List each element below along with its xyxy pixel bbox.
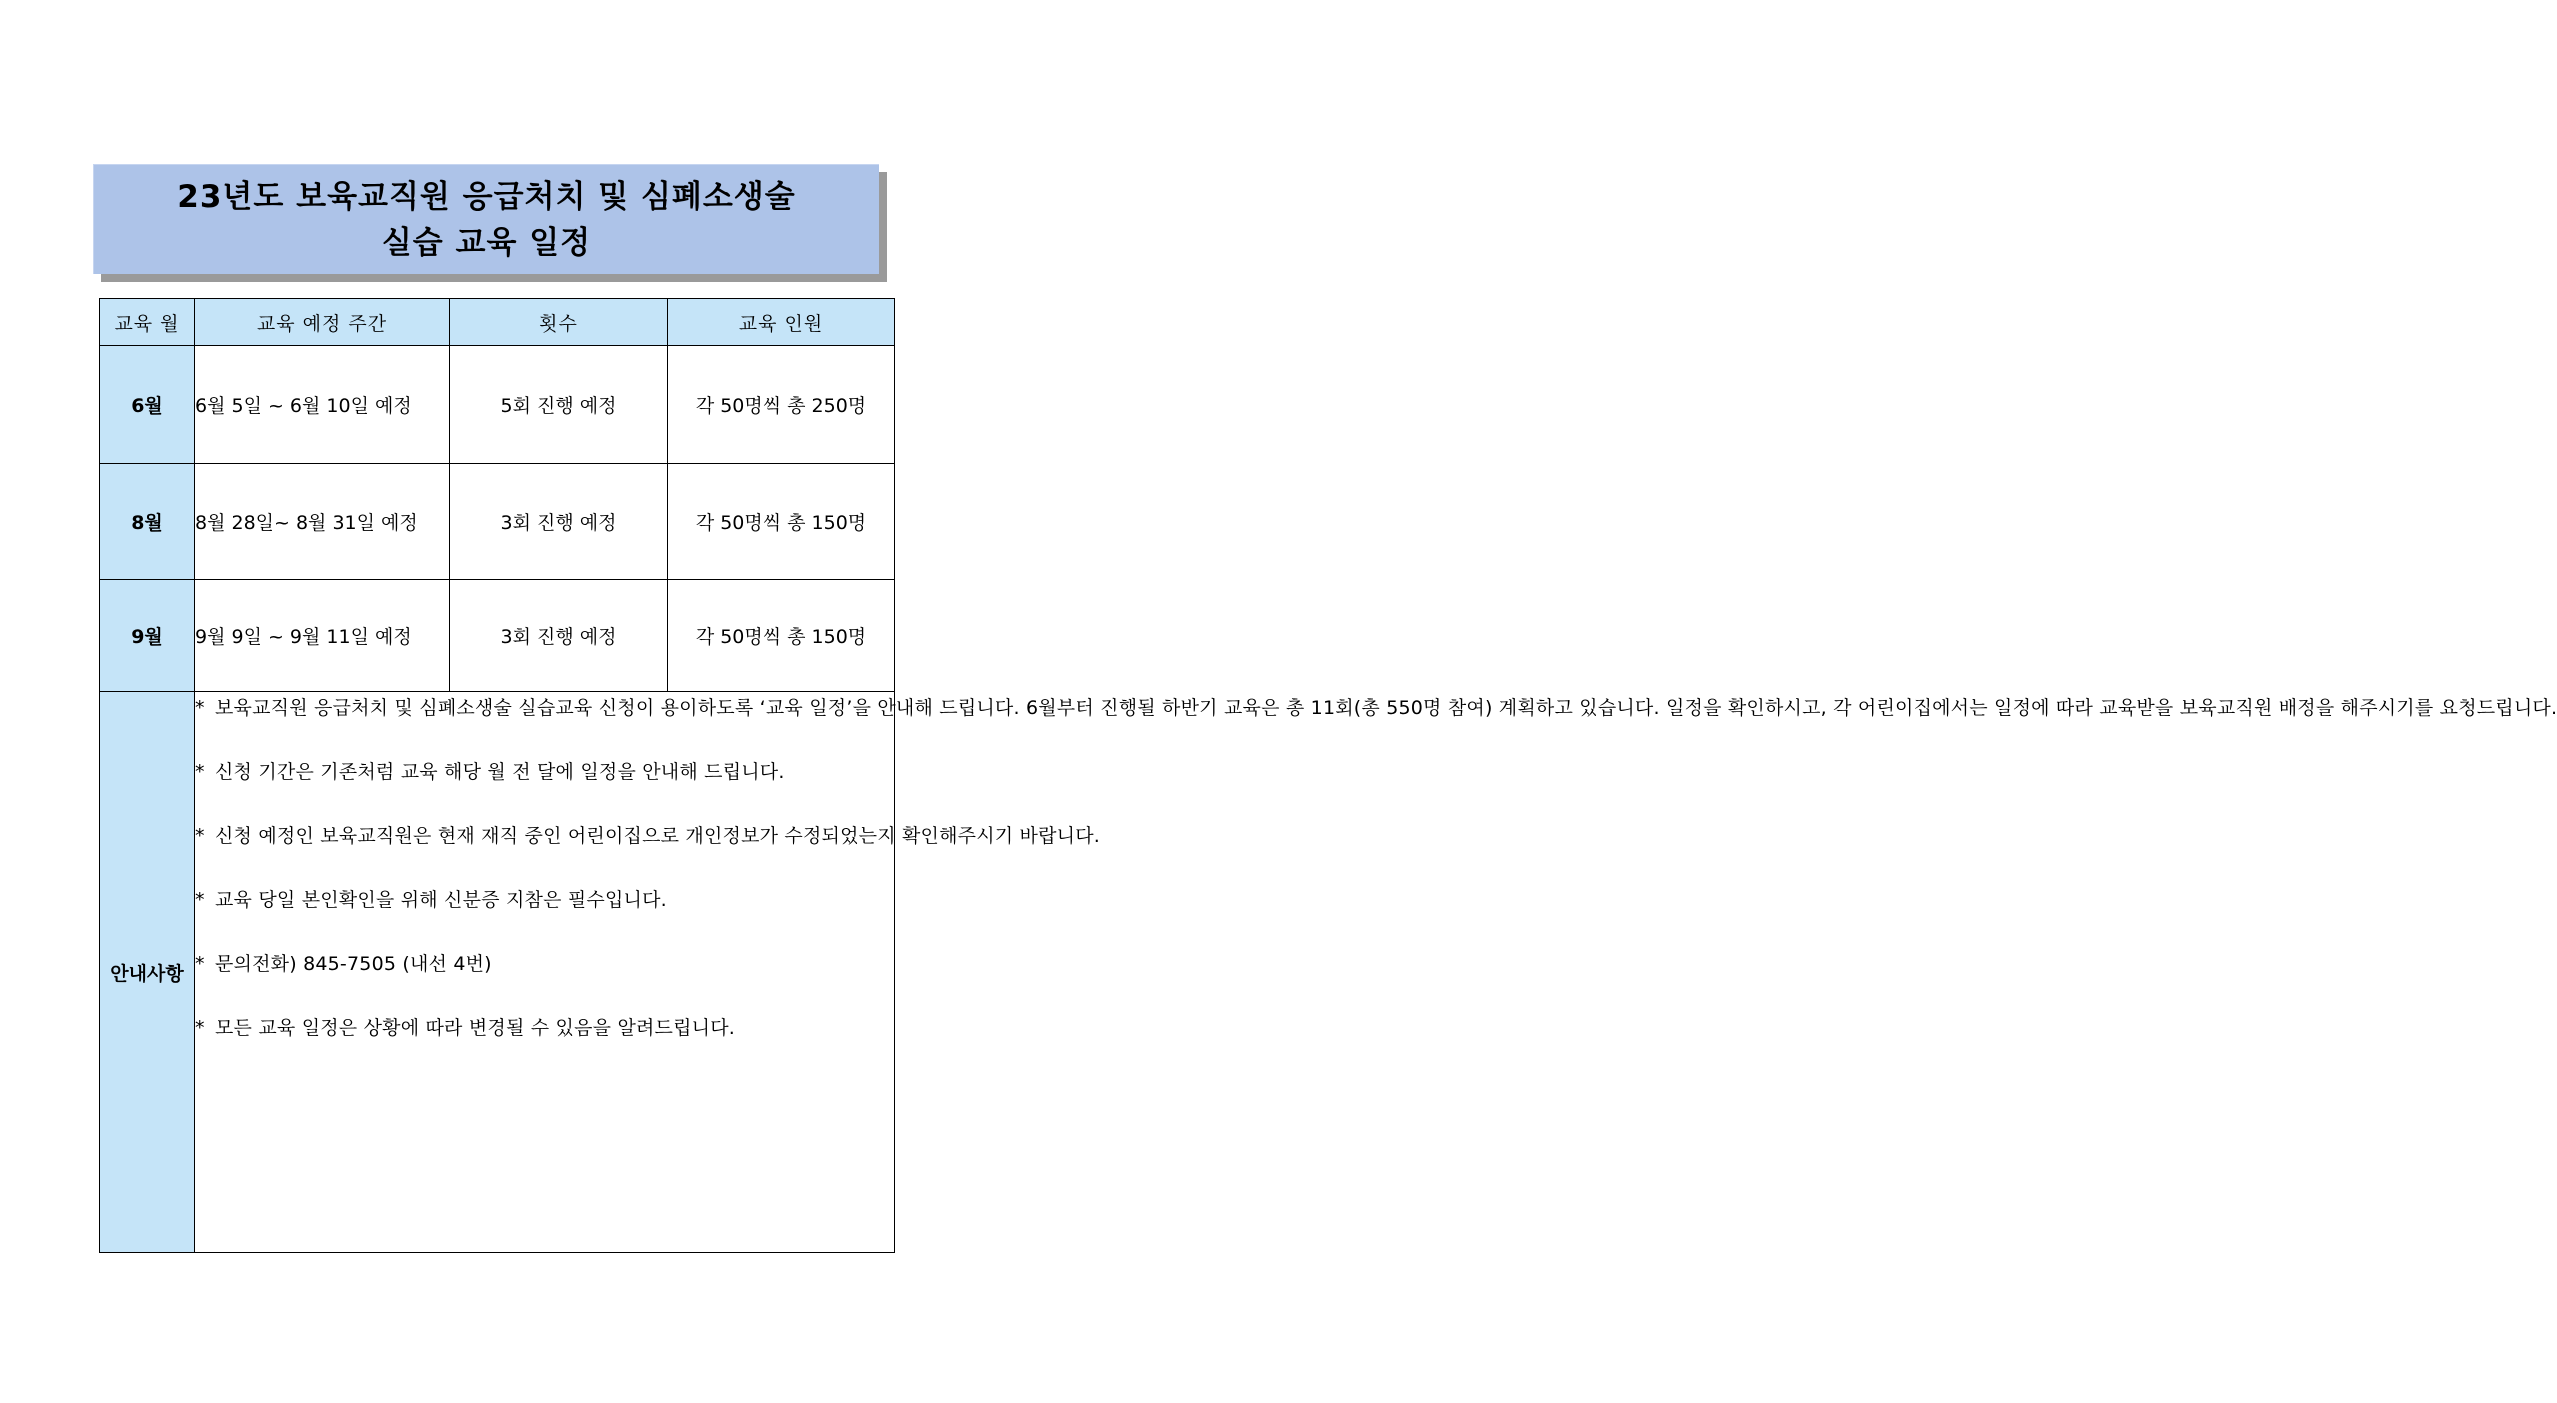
schedule-table: [99, 298, 2557, 1253]
notice-text: 보육교직원 응급처치 및 심폐소생술 실습교육 신청이 용이하도록 ‘교육 일정’을 안내해 드립니다. 6월부터 진행될 하반기 교육은 총 11회(총 550명 참여) 계획하고 있습니다. 일정을 확인하시고, 각 어린이집에서는 일정에 따라 교육받을 보육교직원 배정을 해주시기를 요청드립니다.: [215, 697, 2557, 719]
period-cell: 6월 5일 ~ 6월 10일 예정: [195, 346, 450, 464]
notice-text: 문의전화) 845-7505 (내선 4번): [215, 953, 492, 975]
bullet-marker: *: [195, 953, 205, 975]
notice-item: [195, 756, 894, 788]
month-cell: 8월: [100, 464, 195, 580]
header-period: 교육 예정 주간: [195, 299, 450, 346]
notice-content: [195, 692, 2557, 1253]
header-count: 횟수: [450, 299, 668, 346]
title-box: [93, 164, 879, 274]
notice-item: [195, 1012, 894, 1044]
table-row: [100, 580, 895, 692]
people-cell: 각 50명씩 총 150명: [668, 464, 895, 580]
notice-text: 모든 교육 일정은 상황에 따라 변경될 수 있음을 알려드립니다.: [215, 1017, 736, 1039]
notice-item: [195, 820, 1101, 852]
notice-text: 신청 기간은 기존처럼 교육 해당 월 전 달에 일정을 안내해 드립니다.: [215, 761, 785, 783]
notice-row: [100, 692, 895, 1253]
page-title-line-1: 23년도 보육교직원 응급처치 및 심폐소생술: [177, 178, 796, 215]
notice-label: 안내사항: [100, 692, 195, 1253]
bullet-marker: *: [195, 697, 205, 719]
notice-item: [195, 692, 2557, 724]
bullet-marker: *: [195, 889, 205, 911]
notice-item: [195, 948, 894, 980]
bullet-marker: *: [195, 1017, 205, 1039]
header-month: 교육 월: [100, 299, 195, 346]
period-cell: 9월 9일 ~ 9월 11일 예정: [195, 580, 450, 692]
count-cell: 5회 진행 예정: [450, 346, 668, 464]
table-row: [100, 346, 895, 464]
page-title-line-2: 실습 교육 일정: [381, 224, 592, 261]
period-cell: 8월 28일~ 8월 31일 예정: [195, 464, 450, 580]
people-cell: 각 50명씩 총 250명: [668, 346, 895, 464]
table-header-row: [100, 299, 895, 346]
table-row: [100, 464, 895, 580]
count-cell: 3회 진행 예정: [450, 464, 668, 580]
notice-text: 교육 당일 본인확인을 위해 신분증 지참은 필수입니다.: [215, 889, 667, 911]
count-cell: 3회 진행 예정: [450, 580, 668, 692]
bullet-marker: *: [195, 825, 205, 847]
month-cell: 9월: [100, 580, 195, 692]
people-cell: 각 50명씩 총 150명: [668, 580, 895, 692]
bullet-marker: *: [195, 761, 205, 783]
header-people: 교육 인원: [668, 299, 895, 346]
month-cell: 6월: [100, 346, 195, 464]
notice-text: 신청 예정인 보육교직원은 현재 재직 중인 어린이집으로 개인정보가 수정되었는지 확인해주시기 바랍니다.: [215, 825, 1101, 847]
notice-item: [195, 884, 894, 916]
